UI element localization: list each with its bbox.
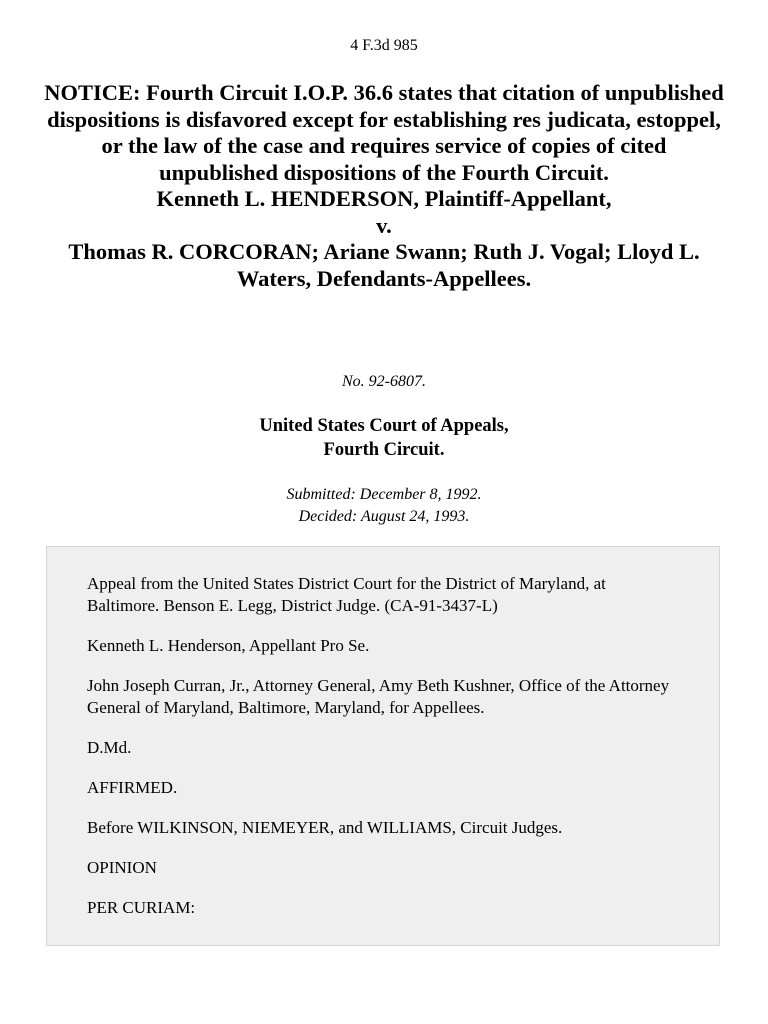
defendants-role: Waters, Defendants-Appellees.	[236, 265, 532, 291]
per-curiam-label: PER CURIAM:	[87, 898, 196, 917]
opinion-label: OPINION	[87, 858, 157, 877]
defendants-names: Thomas R. CORCORAN; Ariane Swann; Ruth J. Vogal; Lloyd L.	[68, 239, 700, 264]
court-name	[0, 414, 768, 462]
docket-number: No. 92-6807.	[342, 373, 426, 390]
submitted-date: Submitted: December 8, 1992.	[286, 486, 482, 503]
decided-date: Decided: August 24, 1993.	[298, 508, 470, 525]
disposition-text: AFFIRMED.	[87, 778, 178, 797]
versus-label: v.	[376, 212, 392, 238]
judges-text: Before WILKINSON, NIEMEYER, and WILLIAMS, Circuit Judges.	[87, 818, 563, 837]
case-dates	[0, 484, 768, 528]
appellant-counsel-text: Kenneth L. Henderson, Appellant Pro Se.	[87, 636, 370, 655]
plaintiff-name: Kenneth L. HENDERSON, Plaintiff-Appellant,	[156, 186, 612, 211]
court-name-line1: United States Court of Appeals,	[259, 416, 509, 436]
case-caption	[40, 80, 728, 292]
court-name-line2: Fourth Circuit.	[323, 440, 445, 460]
district-text: D.Md.	[87, 738, 132, 757]
appeal-from-text: Appeal from the United States District Court for the District of Maryland, at Baltimore. Benson E. Legg, District Judge. (CA-91-3437-L)	[87, 574, 606, 615]
case-details-panel	[46, 546, 720, 946]
appellee-counsel-text: John Joseph Curran, Jr., Attorney General, Amy Beth Kushner, Office of the Attorney General of Maryland, Baltimore, Maryland, for Appellees.	[87, 676, 670, 717]
reporter-citation: 4 F.3d 985	[350, 37, 418, 54]
publication-notice: NOTICE: Fourth Circuit I.O.P. 36.6 states that citation of unpublished dispositions is disfavored except for establishing res judicata, estoppel, or the law of the case and requires service of copies of cited unpublished dispositions of the Fourth Circuit.	[44, 80, 724, 185]
